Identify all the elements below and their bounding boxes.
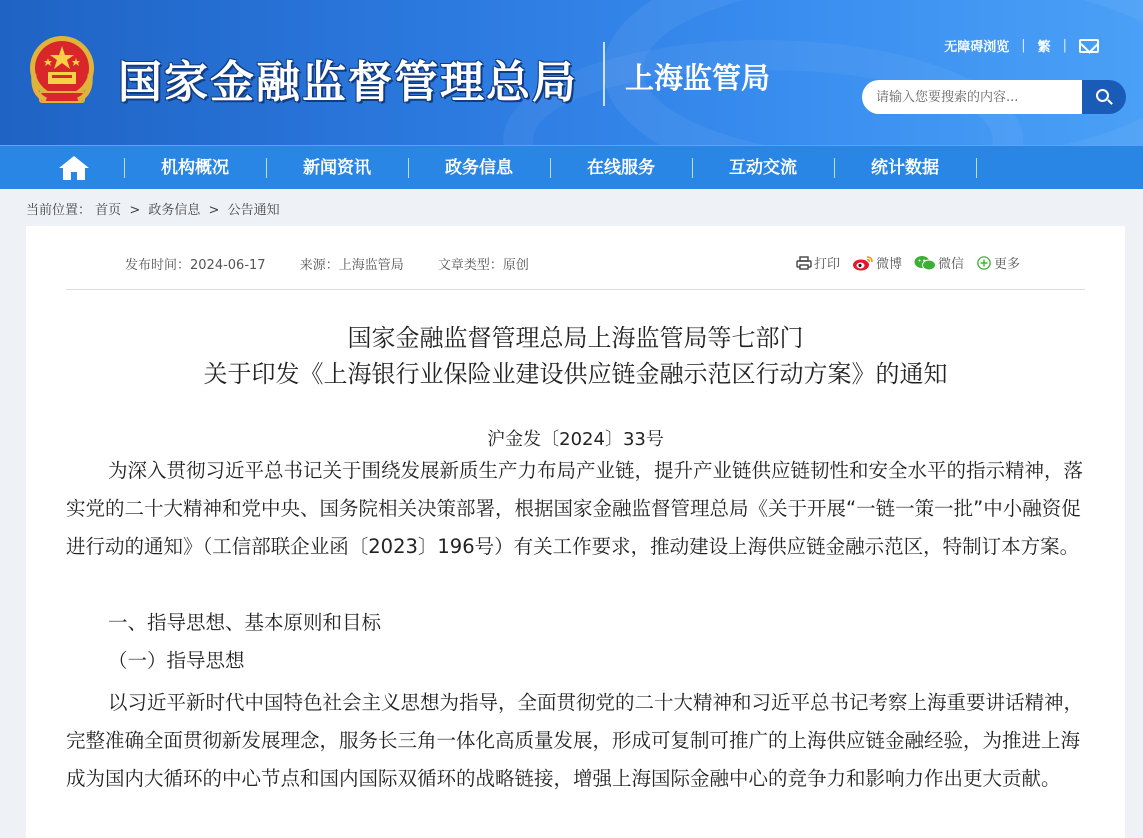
breadcrumb-announcements[interactable]: 公告通知	[227, 203, 280, 218]
search-icon-handle	[1107, 99, 1113, 105]
breadcrumb-separator: >	[129, 203, 141, 218]
nav-item-about[interactable]: 机构概况	[161, 158, 229, 178]
nav-item-government-info[interactable]: 政务信息	[445, 158, 513, 178]
link-separator: |	[1062, 38, 1067, 53]
weibo-icon	[852, 255, 874, 271]
article-title-line-1: 国家金融监督管理总局上海监管局等七部门	[347, 324, 804, 352]
share-bar	[796, 253, 1032, 272]
breadcrumb-prefix: 当前位置：	[26, 203, 92, 218]
breadcrumb-separator: >	[208, 203, 220, 218]
section-heading: 一、指导思想、基本原则和目标	[108, 611, 382, 634]
document-number: 沪金发〔2024〕33号	[487, 429, 664, 450]
breadcrumb	[26, 199, 280, 218]
breadcrumb-government-info[interactable]: 政务信息	[148, 203, 201, 218]
printer-icon	[796, 256, 812, 270]
wechat-icon	[914, 255, 936, 271]
article-card	[26, 226, 1125, 838]
subsection-heading: （一）指导思想	[108, 649, 245, 672]
nav-separator	[976, 158, 977, 178]
home-icon[interactable]	[58, 155, 90, 181]
site-header	[0, 0, 1143, 145]
nav-item-interaction[interactable]: 互动交流	[729, 158, 797, 178]
national-emblem-icon[interactable]	[26, 34, 98, 110]
wechat-label: 微信	[938, 257, 965, 272]
print-button[interactable]	[796, 253, 840, 272]
article-meta	[125, 254, 559, 273]
publish-date: 发布时间：2024-06-17	[125, 258, 266, 273]
accessible-browse-link[interactable]: 无障碍浏览	[944, 40, 1010, 55]
nav-item-online-service[interactable]: 在线服务	[587, 158, 655, 178]
plus-circle-icon	[976, 256, 992, 270]
article-title-line-2: 关于印发《上海银行业保险业建设供应链金融示范区行动方案》的通知	[203, 360, 948, 388]
site-subtitle[interactable]: 上海监管局	[625, 61, 771, 95]
site-title[interactable]: 国家金融监督管理总局	[118, 57, 578, 108]
mail-icon[interactable]	[1079, 39, 1099, 53]
article-paragraph: 为深入贯彻习近平总书记关于围绕发展新质生产力布局产业链，提升产业链供应链韧性和安全水平的指示精神，落实党的二十大精神和党中央、国务院相关决策部署，根据国家金融监督管理总局《关于开展“一链一策一批”中小融资促进行动的通知》（工信部联企业函〔2023〕196号）有关工作要求，推动建设上海供应链金融示范区，特制订本方案。	[66, 459, 1084, 558]
article-paragraph: 以习近平新时代中国特色社会主义思想为指导，全面贯彻党的二十大精神和习近平总书记考察上海重要讲话精神，完整准确全面贯彻新发展理念，服务长三角一体化高质量发展，形成可复制可推广的上海供应链金融经验，为推进上海成为国内大循环的中心节点和国内国际双循环的战略链接，增强上海国际金融中心的竞争力和影响力作出更大贡献。	[66, 691, 1084, 790]
meta-divider	[66, 289, 1085, 290]
weibo-label: 微博	[876, 257, 903, 272]
nav-item-statistics[interactable]: 统计数据	[871, 158, 939, 178]
main-nav	[0, 145, 1143, 189]
nav-item-news[interactable]: 新闻资讯	[303, 158, 371, 178]
wechat-share-button[interactable]	[914, 253, 964, 272]
traditional-chinese-link[interactable]: 繁	[1037, 40, 1051, 55]
print-label: 打印	[814, 257, 841, 272]
search-input[interactable]	[862, 80, 1082, 114]
breadcrumb-home[interactable]: 首页	[95, 203, 122, 218]
top-links	[944, 36, 1099, 55]
more-label: 更多	[994, 257, 1021, 272]
search-box	[862, 80, 1126, 114]
article-type: 文章类型：原创	[437, 258, 529, 273]
search-button[interactable]	[1082, 80, 1126, 114]
link-separator: |	[1021, 38, 1026, 53]
more-share-button[interactable]	[976, 253, 1020, 272]
title-divider	[603, 42, 605, 106]
weibo-share-button[interactable]	[852, 253, 902, 272]
article-source: 来源：上海监管局	[299, 258, 404, 273]
